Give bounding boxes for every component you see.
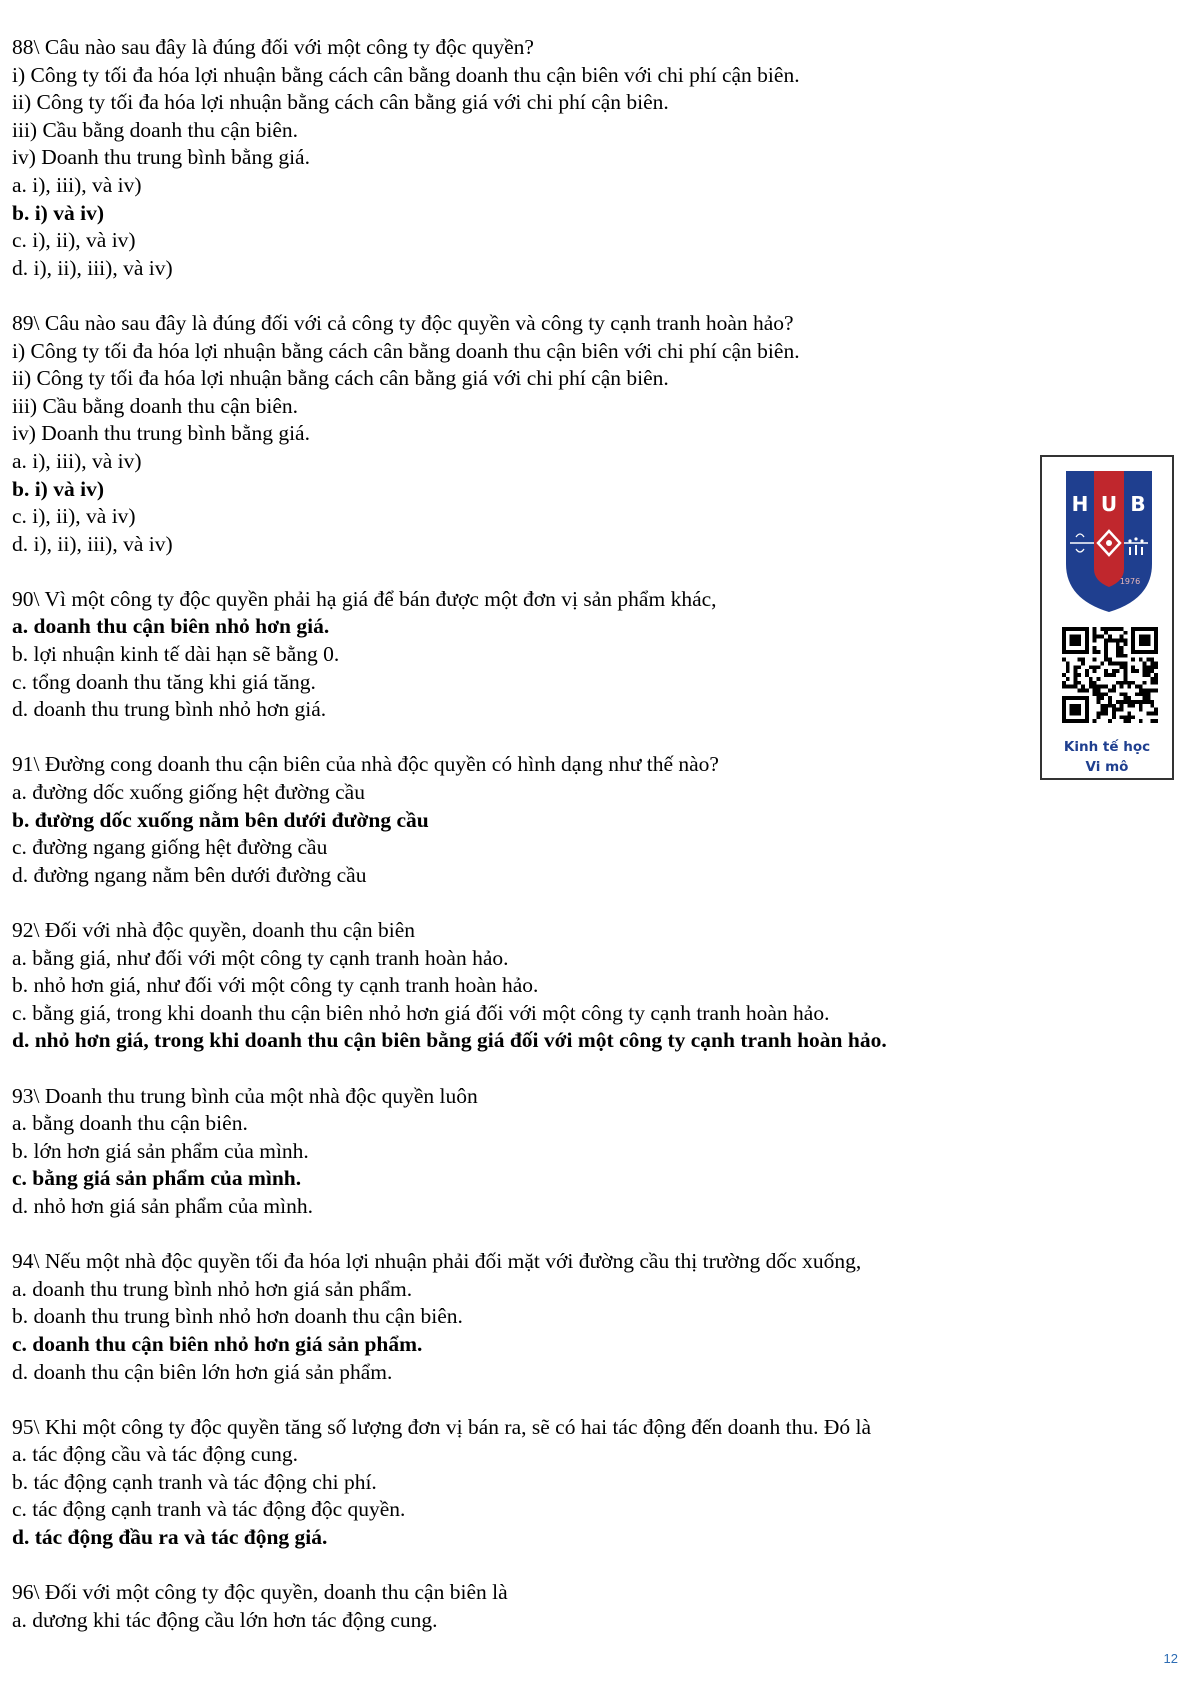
answer-line: ii) Công ty tối đa hóa lợi nhuận bằng cách cân bằng giá với chi phí cận biên. — [12, 90, 669, 115]
answer-line-correct: a. doanh thu cận biên nhỏ hơn giá. — [12, 614, 330, 639]
answer-line: a. bằng giá, như đối với một công ty cạnh tranh hoàn hảo. — [12, 945, 509, 970]
answer-line: c. đường ngang giống hệt đường cầu — [12, 835, 328, 860]
answer-line: b. tác động cạnh tranh và tác động chi phí. — [12, 1469, 377, 1494]
question-block — [12, 1248, 1032, 1386]
answer-line: b. doanh thu trung bình nhỏ hơn doanh thu cận biên. — [12, 1304, 463, 1329]
answer-line: a. i), iii), và iv) — [12, 172, 142, 197]
question-prompt: 95\ Khi một công ty độc quyền tăng số lượng đơn vị bán ra, sẽ có hai tác động đến doanh thu. Đó là — [12, 1414, 871, 1439]
question-prompt: 90\ Vì một công ty độc quyền phải hạ giá để bán được một đơn vị sản phẩm khác, — [12, 586, 717, 611]
answer-line-correct: c. doanh thu cận biên nhỏ hơn giá sản phẩm. — [12, 1331, 423, 1356]
answer-line-correct: b. đường dốc xuống nằm bên dưới đường cầu — [12, 807, 429, 832]
badge-subtitle: Vi mô — [1085, 759, 1129, 775]
course-badge — [1040, 455, 1174, 780]
question-block — [12, 1414, 1032, 1552]
answer-line: d. doanh thu trung bình nhỏ hơn giá. — [12, 697, 327, 722]
answer-line: iv) Doanh thu trung bình bằng giá. — [12, 421, 310, 446]
badge-title: Kinh tế học — [1063, 739, 1151, 755]
answer-line: d. đường ngang nằm bên dưới đường cầu — [12, 862, 367, 887]
logo-letter-u: U — [1100, 492, 1118, 516]
question-prompt: 96\ Đối với một công ty độc quyền, doanh thu cận biên là — [12, 1580, 508, 1605]
answer-line: c. bằng giá, trong khi doanh thu cận biên nhỏ hơn giá đối với một công ty cạnh tranh hoàn hảo. — [12, 1000, 830, 1025]
qr-code[interactable] — [1062, 627, 1158, 723]
answer-line: c. tác động cạnh tranh và tác động độc quyền. — [12, 1497, 406, 1522]
logo-year: 1976 — [1119, 577, 1141, 586]
answer-line: b. lớn hơn giá sản phẩm của mình. — [12, 1138, 309, 1163]
answer-line: d. doanh thu cận biên lớn hơn giá sản phẩm. — [12, 1359, 393, 1384]
answer-line: a. dương khi tác động cầu lớn hơn tác động cung. — [12, 1607, 438, 1632]
hub-logo — [1064, 469, 1154, 614]
question-prompt: 91\ Đường cong doanh thu cận biên của nhà độc quyền có hình dạng như thế nào? — [12, 752, 719, 777]
answer-line: iii) Cầu bằng doanh thu cận biên. — [12, 393, 298, 418]
question-list — [12, 34, 1032, 1662]
answer-line: i) Công ty tối đa hóa lợi nhuận bằng cách cân bằng doanh thu cận biên với chi phí cận biên. — [12, 338, 800, 363]
question-prompt: 88\ Câu nào sau đây là đúng đối với một công ty độc quyền? — [12, 35, 534, 59]
logo-letter-b: B — [1130, 492, 1146, 516]
logo-letter-h: H — [1071, 492, 1089, 516]
answer-line: d. nhỏ hơn giá sản phẩm của mình. — [12, 1193, 313, 1218]
answer-line-correct: c. bằng giá sản phẩm của mình. — [12, 1166, 302, 1191]
question-block — [12, 1083, 1032, 1221]
answer-line: c. i), ii), và iv) — [12, 504, 136, 529]
answer-line: b. lợi nhuận kinh tế dài hạn sẽ bằng 0. — [12, 642, 340, 667]
question-prompt: 92\ Đối với nhà độc quyền, doanh thu cận biên — [12, 918, 416, 942]
question-block — [12, 310, 1032, 558]
answer-line: a. i), iii), và iv) — [12, 448, 142, 473]
answer-line: d. i), ii), iii), và iv) — [12, 531, 173, 556]
answer-line-correct: d. nhỏ hơn giá, trong khi doanh thu cận biên bằng giá đối với một công ty cạnh tranh hoàn hảo. — [12, 1028, 887, 1053]
question-block — [12, 1579, 1032, 1634]
question-prompt: 93\ Doanh thu trung bình của một nhà độc quyền luôn — [12, 1083, 478, 1108]
page-number: 12 — [1163, 1651, 1178, 1666]
answer-line: i) Công ty tối đa hóa lợi nhuận bằng cách cân bằng doanh thu cận biên với chi phí cận biên. — [12, 62, 800, 87]
answer-line: a. doanh thu trung bình nhỏ hơn giá sản phẩm. — [12, 1276, 413, 1301]
answer-line: d. i), ii), iii), và iv) — [12, 255, 173, 280]
answer-line: c. tổng doanh thu tăng khi giá tăng. — [12, 669, 316, 694]
question-block — [12, 751, 1032, 889]
question-block — [12, 34, 1032, 282]
answer-line: iv) Doanh thu trung bình bằng giá. — [12, 145, 310, 170]
answer-line: c. i), ii), và iv) — [12, 228, 136, 253]
answer-line-correct: b. i) và iv) — [12, 476, 104, 501]
answer-line: a. bằng doanh thu cận biên. — [12, 1111, 248, 1136]
answer-line: b. nhỏ hơn giá, như đối với một công ty cạnh tranh hoàn hảo. — [12, 973, 539, 998]
answer-line: a. tác động cầu và tác động cung. — [12, 1442, 298, 1467]
answer-line: iii) Cầu bằng doanh thu cận biên. — [12, 117, 298, 142]
question-block — [12, 917, 1032, 1055]
answer-line: ii) Công ty tối đa hóa lợi nhuận bằng cách cân bằng giá với chi phí cận biên. — [12, 366, 669, 391]
answer-line-correct: b. i) và iv) — [12, 200, 104, 225]
question-prompt: 94\ Nếu một nhà độc quyền tối đa hóa lợi nhuận phải đối mặt với đường cầu thị trường dốc xuống, — [12, 1249, 862, 1274]
question-prompt: 89\ Câu nào sau đây là đúng đối với cả công ty độc quyền và công ty cạnh tranh hoàn hảo? — [12, 310, 794, 335]
answer-line-correct: d. tác động đầu ra và tác động giá. — [12, 1525, 328, 1550]
question-block — [12, 586, 1032, 724]
answer-line: a. đường dốc xuống giống hệt đường cầu — [12, 780, 365, 805]
